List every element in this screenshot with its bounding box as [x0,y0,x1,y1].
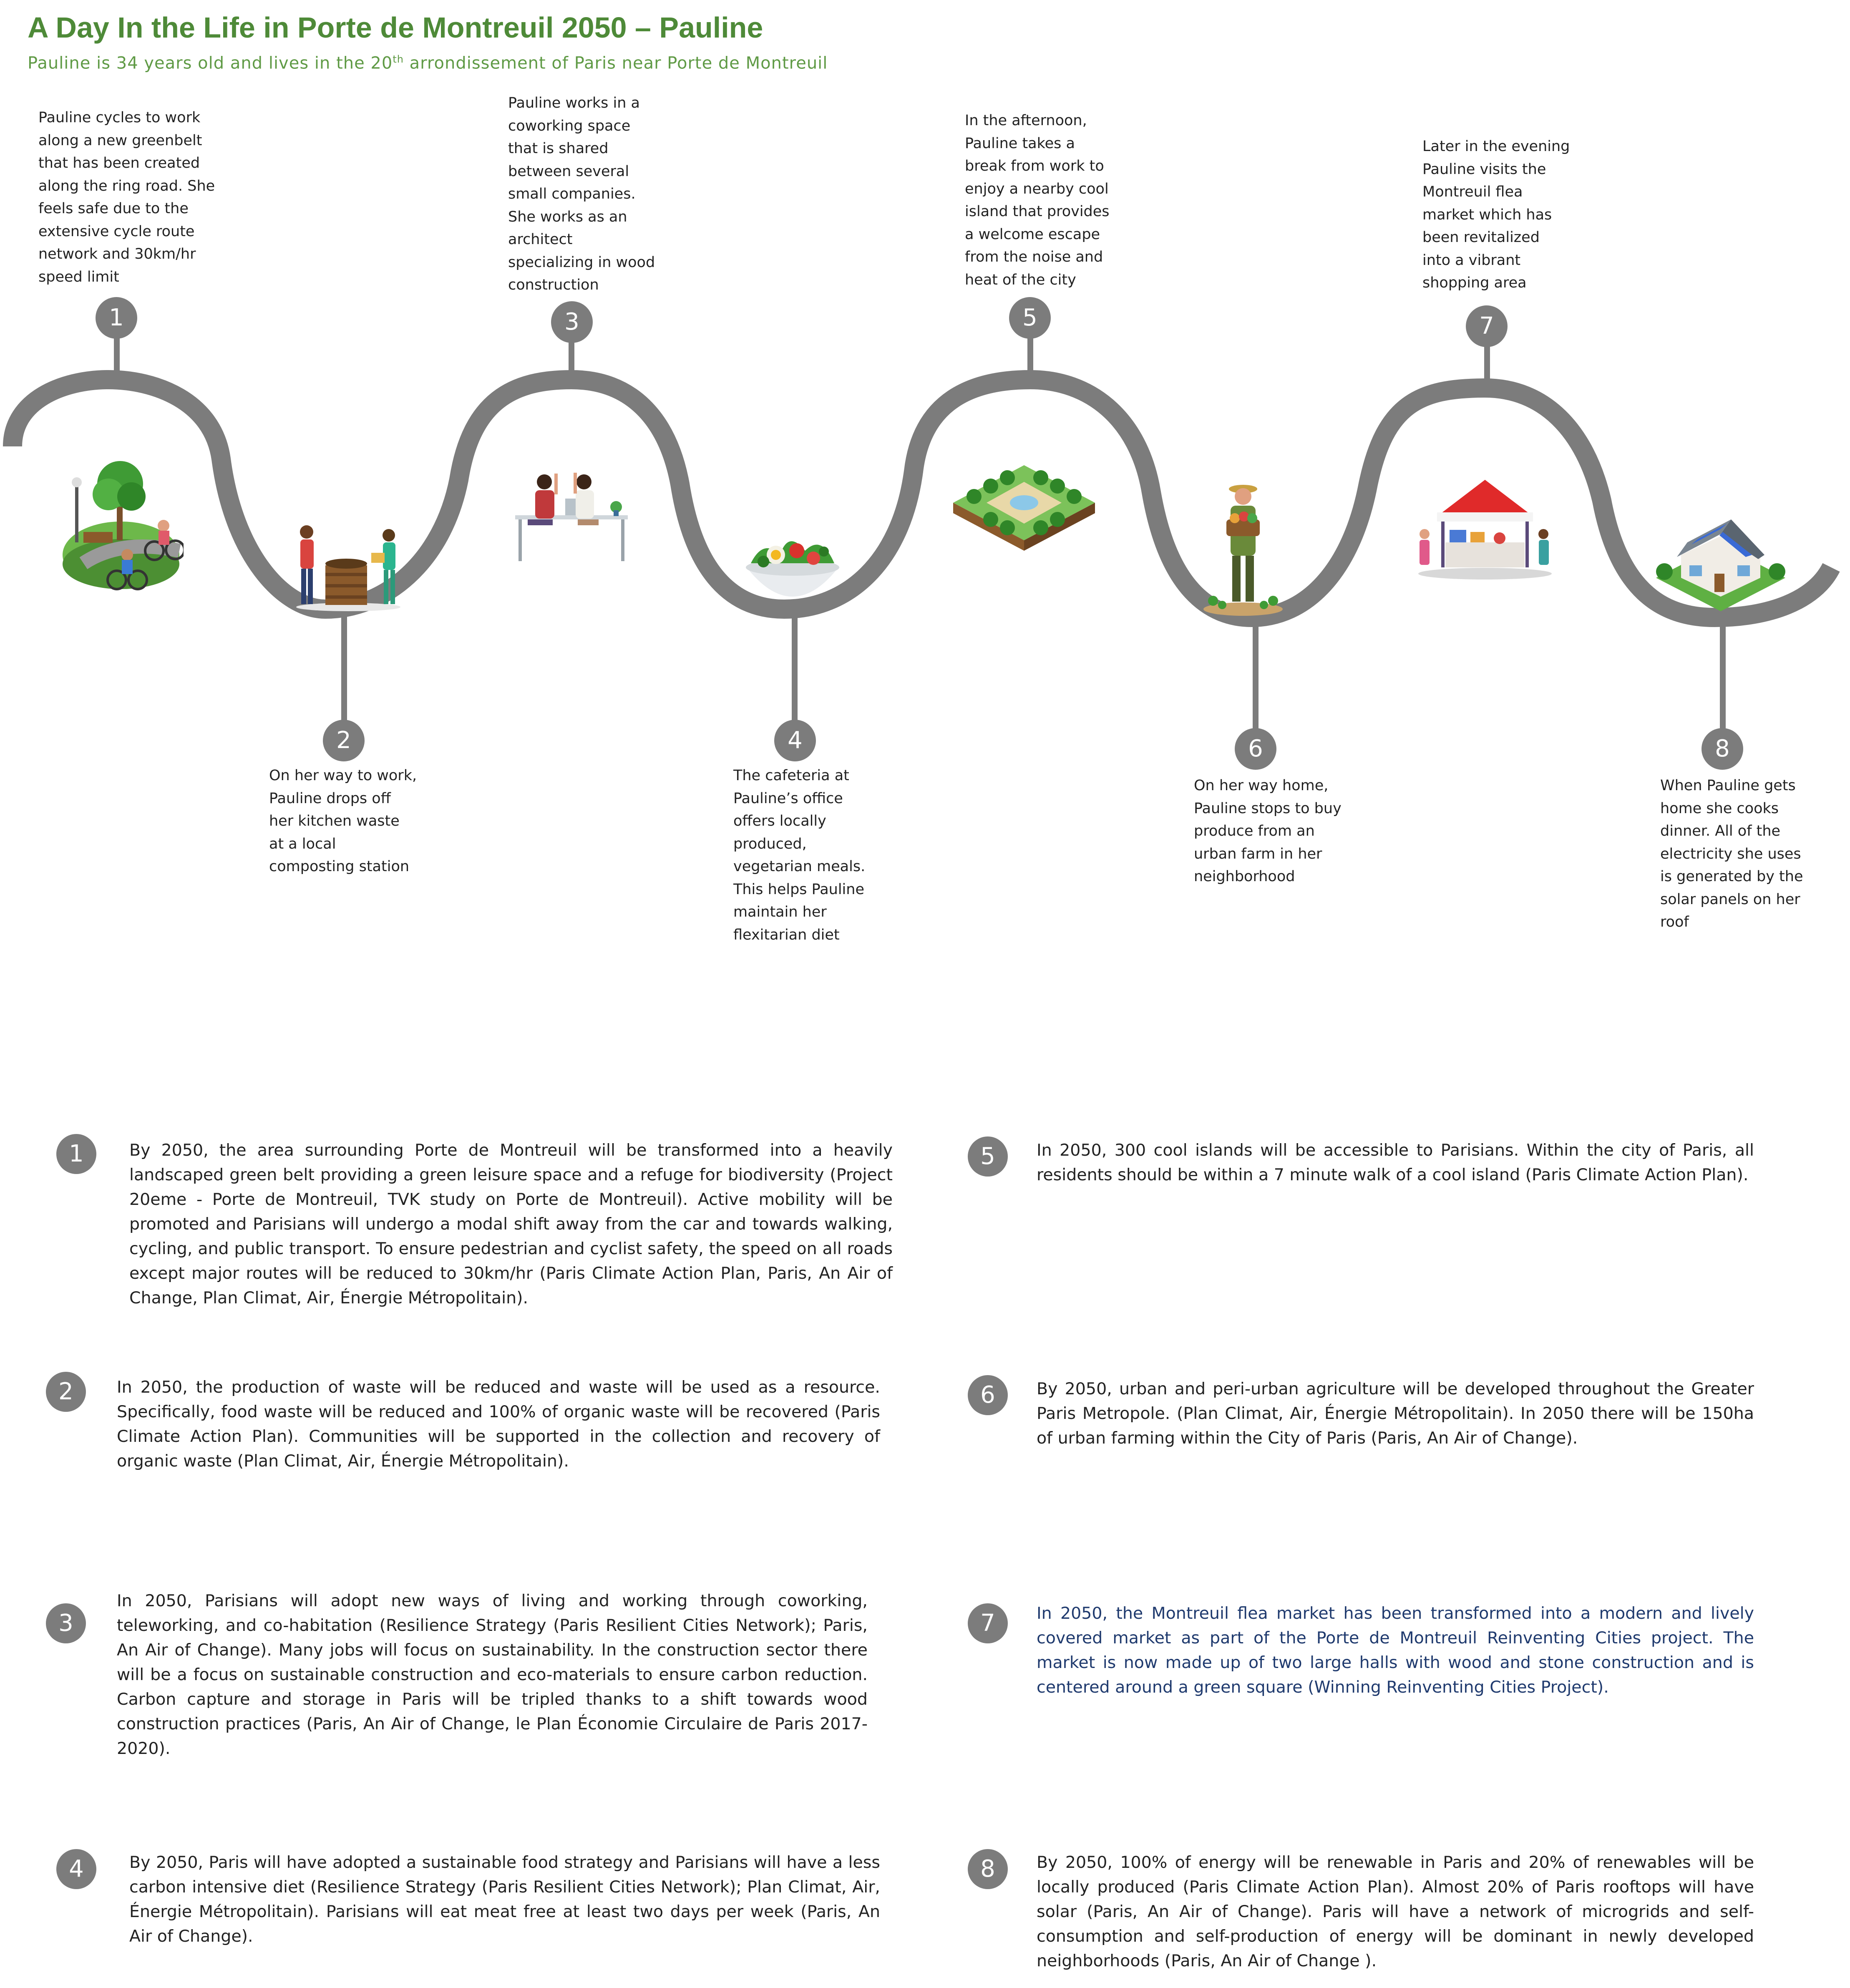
step-marker: 7 [1466,305,1508,347]
detail-number: 3 [46,1603,86,1643]
detail-paragraph: By 2050, Paris will have adopted a sustainable food strategy and Parisians will have a less carbon intensive diet (Resilience Strategy (Paris Resilient Cities Network); Plan Climat, Air, Énergie Métropolitain). Parisians will eat meat free at least two days per week (Paris, An Air of Change). [129,1853,880,1946]
step-marker: 8 [1701,728,1743,770]
cyclists-park-icon [58,455,184,592]
detail-paragraph: In 2050, the production of waste will be reduced and waste will be used as a resource. Specifically, food waste will be reduced and 100% of organic waste will be recovered (Paris Climate Action Plan). Communities will be supported in the collection and recovery of organic waste (Plan Climat, Air, Énergie Métropolitain). [117,1378,880,1471]
step-marker: 5 [1009,297,1051,339]
step-marker: 4 [774,720,816,761]
coworking-desk-icon [511,469,632,565]
detail-number: 8 [968,1849,1008,1889]
page-title: A Day In the Life in Porte de Montreuil 2050 – Pauline [28,11,763,44]
step-marker: 2 [323,720,365,761]
step-note: Pauline works in a coworking space that is shared between several small companies. She works as an architect specializing in wood construction [508,95,655,293]
market-stall-icon [1416,476,1554,580]
step-note: On her way to work, Pauline drops off her kitchen waste at a local composting station [269,767,417,875]
step-note: On her way home, Pauline stops to buy produce from an urban farm in her neighborhood [1194,777,1342,885]
detail-number: 1 [56,1134,96,1174]
step-note: The cafeteria at Pauline’s office offers locally produced, vegetarian meals. This helps Pauline maintain her flexitarian diet [733,767,866,943]
step-note: When Pauline gets home she cooks dinner. All of the electricity she uses is generated by the solar panels on her roof [1660,777,1803,930]
detail-number: 7 [968,1603,1008,1643]
composting-station-icon [292,524,405,611]
step-marker: 3 [551,301,593,343]
page-subtitle: Pauline is 34 years old and lives in the 20th arrondissement of Paris near Porte de Montreuil [28,53,828,73]
detail-paragraph: By 2050, 100% of energy will be renewable in Paris and 20% of renewables will be locally produced (Paris Climate Action Plan). Almost 20% of Paris rooftops will have solar (Paris, An Air of Change). Paris will have a network of microgrids and self- consumption and self-production of energy will be dominant in newly developed neighborhoods (Paris, An Air of Change ). [1037,1853,1754,1970]
step-marker: 6 [1235,728,1276,770]
step-note: In the afternoon, Pauline takes a break from work to enjoy a nearby cool island that provides a welcome escape from the noise and heat of the city [965,112,1110,288]
solar-house-icon [1652,515,1790,615]
step-marker: 1 [96,297,137,339]
park-garden-icon [949,453,1099,557]
step-note: Pauline cycles to work along a new greenbelt that has been created along the ring road. She feels safe due to the extensive cycle route network and 30km/hr speed limit [38,109,215,285]
detail-paragraph: In 2050, Parisians will adopt new ways of living and working through coworking, teleworking, and co-habitation (Resilience Strategy (Paris Resilient Cities Network); Paris, An Air of Change). Many jobs will focus on sustainability. In the construction sector there will be a focus on sustainable construction and eco-materials to ensure carbon reduction. Carbon capture and storage in Paris will be tripled thanks to a shift towards wood construction practices (Paris, An Air of Change, le Plan Économie Circulaire de Paris 2017- 2020). [117,1591,868,1758]
detail-number: 2 [46,1372,86,1412]
salad-bowl-icon [738,522,847,613]
detail-paragraph: In 2050, 300 cool islands will be accessible to Parisians. Within the city of Paris, all residents should be within a 7 minute walk of a cool island (Paris Climate Action Plan). [1037,1141,1754,1184]
step-note: Later in the evening Pauline visits the Montreuil flea market which has been revitalized into a vibrant shopping area [1422,138,1570,291]
detail-number: 5 [968,1136,1008,1177]
detail-number: 6 [968,1375,1008,1415]
detail-number: 4 [56,1849,96,1889]
detail-paragraph: In 2050, the Montreuil flea market has been transformed into a modern and lively covered market as part of the Porte de Montreuil Reinventing Cities project. The market is now made up of two large halls with wood and stone construction and is centered around a green square (Winning Reinventing Cities Project). [1037,1604,1754,1697]
urban-farmer-icon [1201,480,1285,617]
detail-paragraph: By 2050, urban and peri-urban agriculture will be developed throughout the Greater Paris Metropole. (Plan Climat, Air, Énergie Métropolitain). In 2050 there will be 150ha of urban farming within the City of Paris (Paris, An Air of Change). [1037,1379,1754,1448]
detail-paragraph: By 2050, the area surrounding Porte de Montreuil will be transformed into a heavily landscaped green belt providing a green leisure space and a refuge for biodiversity (Project 20eme - Porte de Montreuil, TVK study on Porte de Montreuil). Active mobility will be promoted and Parisians will undergo a modal shift away from the car and towards walking, cycling, and public transport. To ensure pedestrian and cyclist safety, the speed on all roads except major routes will be reduced to 30km/hr (Paris Climate Action Plan, Paris, An Air of Change, Plan Climat, Air, Énergie Métropolitain). [129,1141,893,1308]
